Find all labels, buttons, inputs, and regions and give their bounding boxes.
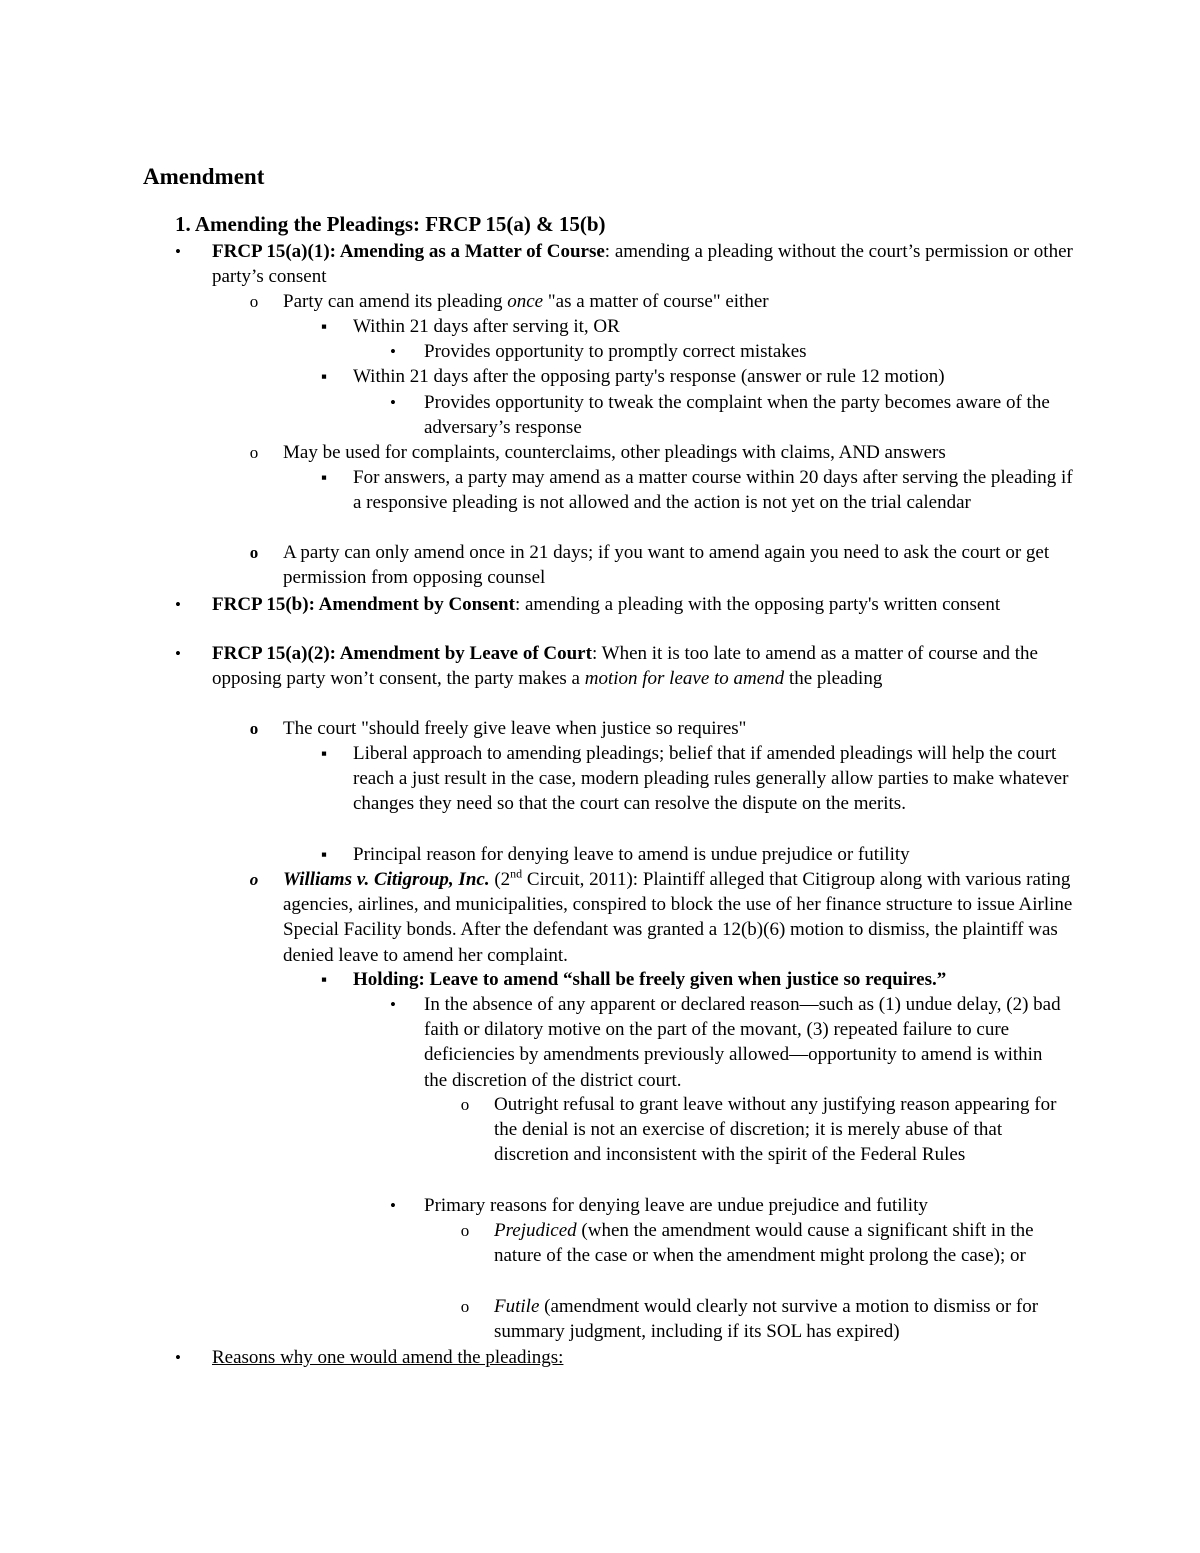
square-bullet-icon: ▪ (320, 744, 328, 763)
list-item: May be used for complaints, counterclaims, other pleadings with claims, AND answers (283, 442, 946, 463)
square-bullet-icon: ▪ (320, 468, 328, 487)
disc-bullet-icon: • (175, 242, 181, 261)
list-item: Principal reason for denying leave to amend is undue prejudice or futility (353, 844, 910, 865)
circle-bullet-icon: o (249, 870, 259, 889)
disc-bullet-icon: • (175, 1348, 181, 1367)
list-item: Primary reasons for denying leave are undue prejudice and futility (424, 1195, 928, 1216)
list-item: Provides opportunity to promptly correct mistakes (424, 341, 807, 362)
circle-bullet-icon: o (460, 1095, 470, 1114)
circle-bullet-icon: o (460, 1297, 470, 1316)
list-item-frcp-15a2: FRCP 15(a)(2): Amendment by Leave of Court: When it is too late to amend as a matter of course and the opposing party won’t consent, the party makes a motion for leave to amend the pleading (212, 643, 1038, 690)
square-bullet-icon: ▪ (320, 970, 328, 989)
disc-bullet-icon: • (390, 393, 396, 412)
list-item: Liberal approach to amending pleadings; belief that if amended pleadings will help the court reach a just result in the case, modern pleading rules generally allow parties to make whatever changes they need so that the court can resolve the dispute on the merits. (353, 743, 1069, 815)
list-item: Futile (amendment would clearly not survive a motion to dismiss or for summary judgment, including if its SOL has expired) (494, 1296, 1039, 1343)
list-item: Outright refusal to grant leave without any justifying reason appearing for the denial is not an exercise of discretion; it is merely abuse of that discretion and inconsistent with the spirit of the Federal Rules (494, 1094, 1057, 1166)
list-item: Party can amend its pleading once "as a matter of course" either (283, 291, 769, 312)
list-item: A party can only amend once in 21 days; if you want to amend again you need to ask the court or get permission from opposing counsel (283, 542, 1050, 589)
list-item: The court "should freely give leave when justice so requires" (283, 718, 747, 739)
square-bullet-icon: ▪ (320, 845, 328, 864)
document-title: Amendment (143, 164, 265, 189)
circle-bullet-icon: o (249, 292, 259, 311)
disc-bullet-icon: • (175, 595, 181, 614)
disc-bullet-icon: • (175, 644, 181, 663)
circle-bullet-icon: o (249, 719, 259, 738)
list-item-reasons: Reasons why one would amend the pleadings: (212, 1347, 564, 1368)
list-item: Provides opportunity to tweak the complaint when the party becomes aware of the adversary’s response (424, 392, 1050, 439)
list-item: Within 21 days after the opposing party's response (answer or rule 12 motion) (353, 366, 945, 387)
list-item-williams-v-citigroup: Williams v. Citigroup, Inc. (2nd Circuit, 2011): Plaintiff alleged that Citigroup along with various rating agencies, airlines, and municipalities, conspired to block the use of her finance structure to issue Airline Special Facility bonds. After the defendant was granted a 12(b)(6) motion to dismiss, the plaintiff was denied leave to amend her complaint. (283, 866, 1073, 966)
circle-bullet-icon: o (249, 443, 259, 462)
square-bullet-icon: ▪ (320, 317, 328, 336)
disc-bullet-icon: • (390, 995, 396, 1014)
list-item-frcp-15b: FRCP 15(b): Amendment by Consent: amending a pleading with the opposing party's written consent (212, 594, 1001, 615)
circle-bullet-icon: o (249, 543, 259, 562)
list-item: For answers, a party may amend as a matter course within 20 days after serving the pleading if a responsive pleading is not allowed and the action is not yet on the trial calendar (353, 467, 1073, 514)
square-bullet-icon: ▪ (320, 367, 328, 386)
circle-bullet-icon: o (460, 1221, 470, 1240)
list-item: Within 21 days after serving it, OR (353, 316, 620, 337)
list-item: Prejudiced (when the amendment would cause a significant shift in the nature of the case or when the amendment might prolong the case); or (494, 1220, 1034, 1267)
disc-bullet-icon: • (390, 1196, 396, 1215)
list-item: In the absence of any apparent or declared reason—such as (1) undue delay, (2) bad faith or dilatory motive on the part of the movant, (3) repeated failure to cure deficiencies by amendments previously allowed—opportunity to amend is within the discretion of the district court. (424, 994, 1061, 1091)
list-item-holding: Holding: Leave to amend “shall be freely given when justice so requires.” (353, 969, 947, 990)
section-heading: 1. Amending the Pleadings: FRCP 15(a) & 15(b) (175, 212, 606, 236)
disc-bullet-icon: • (390, 342, 396, 361)
list-item-frcp-15a1: FRCP 15(a)(1): Amending as a Matter of Course: amending a pleading without the court’s permission or other party’s consent (212, 241, 1073, 288)
